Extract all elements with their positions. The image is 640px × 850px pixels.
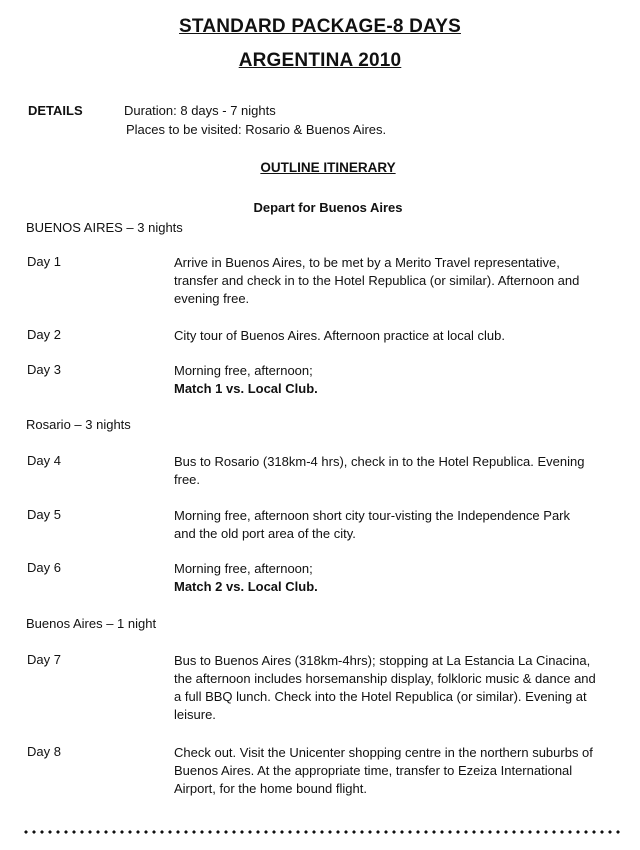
- day-text-line: Morning free, afternoon;: [174, 363, 313, 378]
- day-text-line: City tour of Buenos Aires. Afternoon practice at local club.: [174, 328, 505, 343]
- document-title: STANDARD PACKAGE-8 DAYS: [179, 16, 461, 37]
- day-text-line: free.: [174, 472, 201, 487]
- day-text-line: the afternoon includes horsemanship display, folkloric music & dance and: [174, 671, 596, 686]
- dotted-divider: [22, 830, 622, 834]
- day-description: [174, 453, 619, 489]
- day-label: Day 3: [27, 362, 61, 377]
- day-text-line: Bus to Buenos Aires (318km-4hrs); stopping at La Estancia La Cinacina,: [174, 653, 591, 668]
- day-description: [174, 652, 619, 724]
- duration-text: Duration: 8 days - 7 nights: [124, 103, 276, 118]
- day-label: Day 8: [27, 744, 61, 759]
- day-text-line: Morning free, afternoon short city tour-visting the Independence Park: [174, 508, 570, 523]
- day-label: Day 1: [27, 254, 61, 269]
- day-description: [174, 744, 619, 798]
- day-description: [174, 327, 619, 345]
- day-text-line: transfer and check in to the Hotel Republica (or similar). Afternoon and: [174, 273, 580, 288]
- day-text-line: evening free.: [174, 291, 250, 306]
- places-text: Places to be visited: Rosario & Buenos Aires.: [126, 122, 387, 137]
- day-description: [174, 254, 619, 308]
- day-text-line: Airport, for the home bound flight.: [174, 781, 367, 796]
- day-label: Day 4: [27, 453, 61, 468]
- match-text: Match 1 vs. Local Club.: [174, 381, 318, 396]
- section-heading-rosario: Rosario – 3 nights: [26, 417, 131, 432]
- day-description: [174, 507, 619, 543]
- day-text-line: Bus to Rosario (318km-4 hrs), check in to the Hotel Republica. Evening: [174, 454, 585, 469]
- section-heading-buenos-aires-1: Buenos Aires – 1 night: [26, 616, 157, 631]
- day-text-line: Morning free, afternoon;: [174, 561, 313, 576]
- depart-heading: Depart for Buenos Aires: [253, 200, 403, 215]
- day-label: Day 6: [27, 560, 61, 575]
- document-subtitle: ARGENTINA 2010: [238, 50, 402, 71]
- day-text-line: a full BBQ lunch. Check into the Hotel Republica (or similar). Evening at: [174, 689, 587, 704]
- section-heading-buenos-aires-3: BUENOS AIRES – 3 nights: [26, 220, 183, 235]
- match-text: Match 2 vs. Local Club.: [174, 579, 318, 594]
- day-description: [174, 362, 619, 398]
- day-label: Day 5: [27, 507, 61, 522]
- day-text-line: Buenos Aires. At the appropriate time, transfer to Ezeiza International: [174, 763, 573, 778]
- day-text-line: Arrive in Buenos Aires, to be met by a Merito Travel representative,: [174, 255, 560, 270]
- day-description: [174, 560, 619, 596]
- details-label: DETAILS: [28, 103, 83, 118]
- day-text-line: leisure.: [174, 707, 216, 722]
- day-text-line: Check out. Visit the Unicenter shopping centre in the northern suburbs of: [174, 745, 593, 760]
- outline-heading: OUTLINE ITINERARY: [260, 160, 396, 175]
- day-label: Day 7: [27, 652, 61, 667]
- day-label: Day 2: [27, 327, 61, 342]
- day-text-line: and the old port area of the city.: [174, 526, 356, 541]
